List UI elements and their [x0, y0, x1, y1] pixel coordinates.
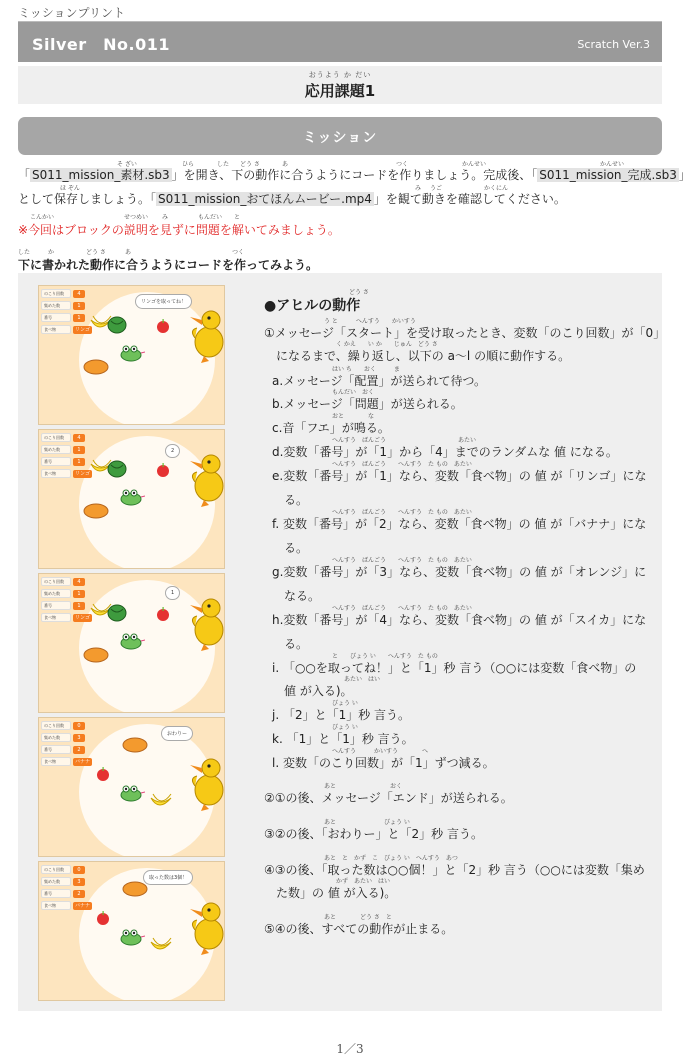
variable-name: のこり回数: [41, 289, 71, 298]
furigana: あ: [125, 249, 132, 256]
furigana: と: [234, 214, 241, 221]
stage-screenshot: [38, 717, 225, 857]
furigana: く かえ い か じゅん どう さ: [336, 341, 438, 348]
step-line: d.変数「番号」が「1」から「4」までのランダムな 値 になる。: [272, 445, 618, 459]
variable-monitor: [41, 576, 92, 587]
variable-value: リンゴ: [75, 470, 91, 477]
speech-bubble: 2: [165, 444, 180, 458]
variable-value: 3: [73, 734, 85, 742]
speech-bubble: 取った数は3個！: [143, 870, 193, 885]
frog-sprite: [119, 784, 145, 802]
variable-value: 1: [73, 302, 85, 310]
variable-value: バナナ: [75, 758, 91, 765]
apple-sprite: [155, 606, 171, 622]
variable-monitor: [41, 600, 92, 611]
step-line: k. 「1」と「1」秒 言う。: [272, 732, 414, 746]
variable-name: 番号: [41, 745, 71, 754]
step-line: になるまで、繰り返し、以下の a〜l の順に動作する。: [276, 349, 571, 363]
variable-value: 1: [73, 602, 85, 610]
variable-monitors: [41, 576, 92, 624]
variable-value: 3: [73, 878, 85, 886]
variable-monitor: [41, 864, 92, 875]
step-line: ⑤④の後、すべての動作が止まる。: [264, 922, 454, 936]
watermelon-sprite: [107, 460, 127, 478]
furigana: びょう い: [332, 700, 358, 707]
variable-name: 食べ物: [41, 901, 71, 910]
orange-sprite: [122, 880, 148, 898]
step-line: 値 が入る)。: [284, 684, 353, 698]
step-line: l. 変数「のこり回数」が「1」ずつ減る。: [272, 756, 495, 770]
stage-screenshot: [38, 573, 225, 713]
variable-value: リンゴ: [75, 326, 91, 333]
furigana: あたい はい: [344, 676, 381, 683]
variable-monitors: [41, 864, 92, 912]
variable-monitor: [41, 756, 92, 767]
variable-value: 4: [73, 434, 85, 442]
variable-value: 1: [73, 458, 85, 466]
frog-sprite: [119, 928, 145, 946]
duck-sprite: [187, 756, 225, 812]
furigana: あと おく: [324, 783, 403, 790]
speech-bubble: リンゴを取ってね！: [135, 294, 192, 309]
furigana: もんだい おく: [332, 389, 375, 396]
furigana: そ ざい: [117, 161, 137, 168]
step-line: j. 「2」と「1」秒 言う。: [272, 708, 411, 722]
page-title: Silver No.011: [32, 35, 171, 54]
content-area: [18, 273, 666, 1011]
variable-value: バナナ: [75, 902, 91, 909]
mission-label: ミッション: [302, 130, 378, 146]
variable-monitors: [41, 288, 92, 336]
variable-value: 1: [73, 446, 85, 454]
variable-value: 2: [73, 746, 85, 754]
variable-monitor: [41, 468, 92, 479]
variable-name: 集めた数: [41, 877, 71, 886]
variable-value: 4: [73, 578, 85, 586]
variable-name: 集めた数: [41, 445, 71, 454]
mission-bar: [18, 117, 662, 155]
furigana: かず あたい はい: [336, 878, 391, 885]
furigana: した: [217, 161, 230, 168]
furigana: あと と かず こ びょう い へんすう あつ: [324, 855, 458, 862]
variable-name: 番号: [41, 313, 71, 322]
step-line: る。: [284, 637, 309, 651]
variable-name: 食べ物: [41, 325, 71, 334]
stage-screenshot: [38, 285, 225, 425]
orange-sprite: [83, 502, 109, 520]
furigana: つく: [232, 249, 245, 256]
instruction-text: 下に書かれた動作に合うようにコードを作ってみよう。: [18, 258, 319, 272]
step-line: f. 変数「番号」が「2」なら、変数「食べ物」の 値 が「バナナ」にな: [272, 517, 647, 531]
speech-bubble: 1: [165, 586, 180, 600]
watermelon-sprite: [107, 316, 127, 334]
steps-heading: ●アヒルの動作: [264, 298, 361, 314]
apple-sprite: [155, 462, 171, 478]
variable-name: のこり回数: [41, 433, 71, 442]
furigana: かんせい: [600, 161, 625, 168]
variable-monitor: [41, 324, 92, 335]
duck-sprite: [187, 452, 225, 508]
furigana: み: [415, 185, 422, 192]
subtitle: 応用課題1: [304, 82, 376, 100]
duck-sprite: [187, 596, 225, 652]
frog-sprite: [119, 344, 145, 362]
duck-sprite: [187, 308, 225, 364]
variable-monitor: [41, 588, 92, 599]
frog-sprite: [119, 632, 145, 650]
apple-sprite: [95, 910, 111, 926]
variable-name: 番号: [41, 601, 71, 610]
furigana: どう さ: [86, 249, 106, 256]
variable-monitor: [41, 312, 92, 323]
speech-bubble: おわりー: [161, 726, 193, 741]
furigana: へんすう ばんごう へんすう た もの あたい: [332, 461, 472, 468]
doc-label: ミッションプリント: [18, 6, 126, 20]
step-line: g.変数「番号」が「3」なら、変数「食べ物」の 値 が「オレンジ」に: [272, 565, 647, 579]
furigana: もんだい: [198, 214, 223, 221]
variable-monitor: [41, 888, 92, 899]
variable-name: のこり回数: [41, 721, 71, 730]
furigana: あ: [282, 161, 289, 168]
furigana: へんすう ばんごう へんすう た もの あたい: [332, 557, 472, 564]
apple-sprite: [155, 318, 171, 334]
orange-sprite: [83, 646, 109, 664]
step-line: h.変数「番号」が「4」なら、変数「食べ物」の 値 が「スイカ」にな: [272, 613, 647, 627]
variable-monitor: [41, 300, 92, 311]
variable-value: リンゴ: [75, 614, 91, 621]
banana-sprite: [149, 792, 173, 812]
furigana: へんすう ばんごう へんすう た もの あたい: [332, 605, 472, 612]
furigana: へんすう ばんごう あたい: [332, 437, 477, 444]
furigana: う と へんすう かいすう: [324, 318, 416, 325]
variable-monitor: [41, 432, 92, 443]
stage-screenshot: [38, 861, 225, 1001]
step-line: る。: [284, 493, 309, 507]
duck-sprite: [187, 900, 225, 956]
furigana: ひら: [182, 161, 195, 168]
furigana: せつめい: [124, 214, 149, 221]
variable-monitors: [41, 720, 92, 768]
variable-value: 1: [73, 590, 85, 598]
intro-line-2: として保存しましょう。「 S011_mission_おてほんムービー.mp4 」を観て動きを確認してください。: [18, 192, 566, 206]
variable-name: のこり回数: [41, 577, 71, 586]
subtitle-box: [18, 66, 662, 104]
banana-sprite: [149, 936, 173, 956]
variable-name: のこり回数: [41, 865, 71, 874]
furigana: つく: [396, 161, 409, 168]
furigana: びょう い: [332, 724, 358, 731]
furigana: へんすう かいすう へ: [332, 748, 429, 755]
orange-sprite: [122, 736, 148, 754]
furigana: はい ち おく ま: [332, 366, 400, 373]
variable-monitor: [41, 288, 92, 299]
variable-monitor: [41, 612, 92, 623]
file-name: S011_mission_おてほんムービー.mp4: [158, 192, 372, 206]
furigana: かくにん: [484, 185, 509, 192]
variable-name: 食べ物: [41, 757, 71, 766]
variable-name: 集めた数: [41, 589, 71, 598]
variable-name: 食べ物: [41, 469, 71, 478]
furigana: した: [18, 249, 31, 256]
variable-monitor: [41, 900, 92, 911]
step-line: ①メッセージ「スタート」を受け取ったとき、変数「のこり回数」が「0」: [264, 326, 666, 340]
step-line: a.メッセージ「配置」が送られて待つ。: [272, 374, 486, 388]
variable-name: 集めた数: [41, 301, 71, 310]
file-name: S011_mission_完成.sb3: [539, 168, 677, 182]
step-line: た数」の 値 が入る)。: [276, 886, 397, 900]
watermelon-sprite: [107, 604, 127, 622]
variable-value: 4: [73, 290, 85, 298]
intro-line-1: 「 S011_mission_素材.sb3 」を開き、下の動作に合うようにコードを作りましょう。完成後、「 S011_mission_完成.sb3 」: [18, 168, 691, 182]
page-number: 1／3: [336, 1042, 364, 1056]
title-bar: [18, 22, 662, 62]
furigana: ほ ぞん: [60, 185, 80, 192]
furigana: あと どう さ と: [324, 914, 392, 921]
furigana: あと びょう い: [324, 819, 410, 826]
variable-name: 食べ物: [41, 613, 71, 622]
variable-value: 0: [73, 722, 85, 730]
step-line: ③②の後、「おわりー」と「2」秒 言う。: [264, 827, 483, 841]
furigana: か: [48, 249, 55, 256]
subtitle-ruby: おうよう か だい: [308, 71, 372, 79]
step-line: なる。: [284, 589, 321, 603]
step-line: る。: [284, 541, 309, 555]
furigana: どう さ: [240, 161, 260, 168]
file-name: S011_mission_素材.sb3: [32, 168, 170, 182]
step-line: e.変数「番号」が「1」なら、変数「食べ物」の 値 が「リンゴ」にな: [272, 469, 647, 483]
furigana: かんせい: [462, 161, 487, 168]
variable-value: 1: [73, 314, 85, 322]
note-text: ※今回はブロックの説明を見ずに問題を解いてみましょう。: [18, 223, 340, 237]
furigana: どう さ: [349, 289, 369, 296]
variable-name: 番号: [41, 457, 71, 466]
step-line: c.音「フエ」が鳴る。: [272, 421, 390, 435]
variable-monitors: [41, 432, 92, 480]
variable-monitor: [41, 732, 92, 743]
variable-monitor: [41, 876, 92, 887]
furigana: み: [162, 214, 169, 221]
step-line: ④③の後、「取った数は○○個！」と「2」秒 言う（○○には変数「集め: [264, 863, 645, 877]
stage-screenshot: [38, 429, 225, 569]
variable-monitor: [41, 444, 92, 455]
furigana: うご: [430, 185, 443, 192]
apple-sprite: [95, 766, 111, 782]
step-line: i. 「○○を取ってね！」と「1」秒 言う（○○には変数「食べ物」の: [272, 661, 637, 675]
version-label: Scratch Ver.3: [577, 38, 650, 51]
variable-monitor: [41, 456, 92, 467]
frog-sprite: [119, 488, 145, 506]
step-line: b.メッセージ「問題」が送られる。: [272, 397, 463, 411]
variable-monitor: [41, 744, 92, 755]
furigana: へんすう ばんごう へんすう た もの あたい: [332, 509, 472, 516]
variable-value: 2: [73, 890, 85, 898]
variable-name: 番号: [41, 889, 71, 898]
variable-value: 0: [73, 866, 85, 874]
variable-monitor: [41, 720, 92, 731]
furigana: こんかい: [30, 214, 55, 221]
step-line: ②①の後、メッセージ「エンド」が送られる。: [264, 791, 513, 805]
orange-sprite: [83, 358, 109, 376]
variable-name: 集めた数: [41, 733, 71, 742]
furigana: おと な: [332, 413, 375, 420]
furigana: と びょう い へんすう た もの: [332, 653, 438, 660]
